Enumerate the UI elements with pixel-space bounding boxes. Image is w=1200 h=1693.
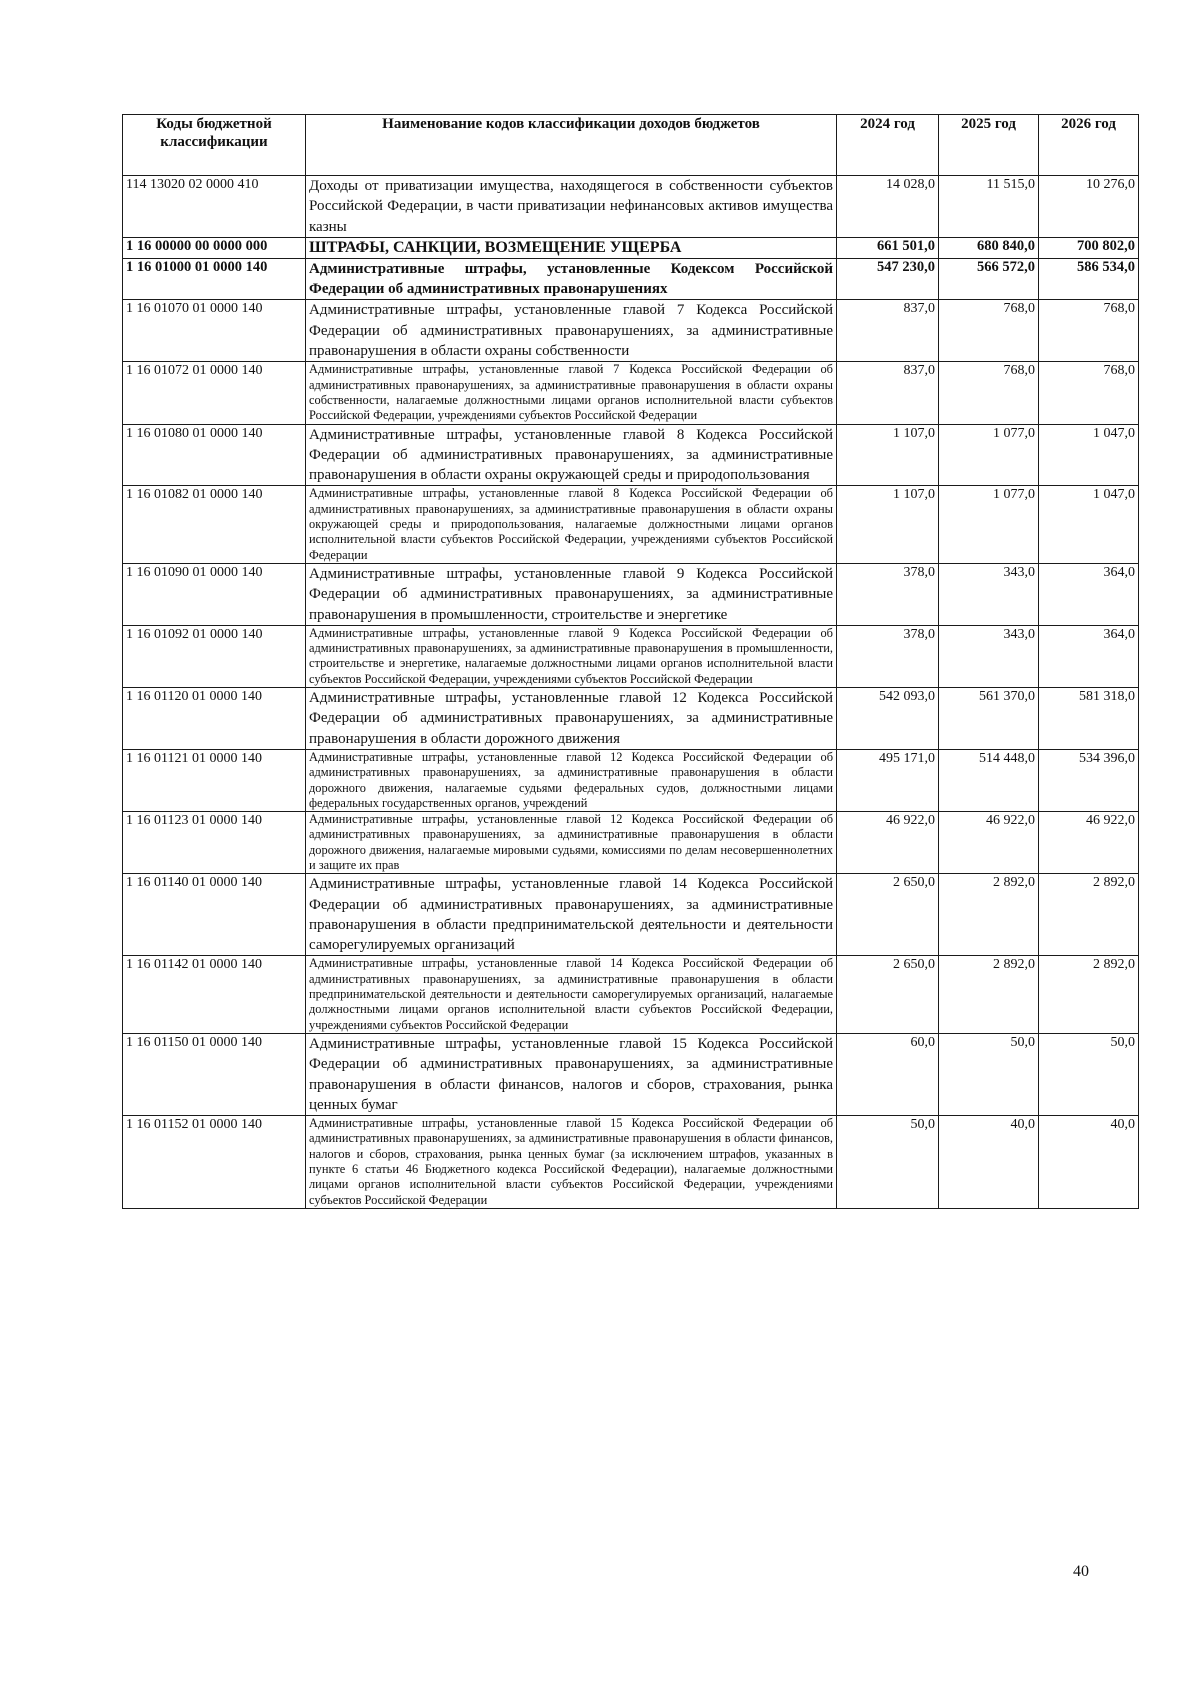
cell-2024: 46 922,0 [837,812,939,874]
cell-name: Административные штрафы, установленные главой 12 Кодекса Российской Федерации об административных правонарушениях, за административные правонарушения в области дорожного движения, налагаемые судьями федеральных судов, должностными лицами федеральных государственных органов, учреждений [306,749,837,811]
header-name: Наименование кодов классификации доходов бюджетов [306,115,837,176]
cell-2026: 1 047,0 [1039,424,1139,486]
cell-name: Административные штрафы, установленные главой 15 Кодекса Российской Федерации об административных правонарушениях, за административные правонарушения в области финансов, налогов и сборов, страхования, рынка ценных бумаг [306,1033,837,1115]
table-row [123,1033,1139,1115]
cell-code: 114 13020 02 0000 410 [123,176,306,238]
cell-2025: 768,0 [939,300,1039,362]
cell-2024: 50,0 [837,1116,939,1209]
cell-2024: 378,0 [837,625,939,687]
cell-2025: 343,0 [939,563,1039,625]
cell-2025: 514 448,0 [939,749,1039,811]
cell-code: 1 16 01152 01 0000 140 [123,1116,306,1209]
cell-2024: 547 230,0 [837,258,939,300]
cell-code: 1 16 01140 01 0000 140 [123,874,306,956]
cell-2026: 50,0 [1039,1033,1139,1115]
table-row [123,1116,1139,1209]
table-row [123,258,1139,300]
cell-name: Административные штрафы, установленные главой 12 Кодекса Российской Федерации об административных правонарушениях, за административные правонарушения в области дорожного движения [306,688,837,750]
cell-name: Административные штрафы, установленные Кодексом Российской Федерации об административных правонарушениях [306,258,837,300]
cell-code: 1 16 01082 01 0000 140 [123,486,306,563]
table-row [123,424,1139,486]
cell-2025: 11 515,0 [939,176,1039,238]
cell-2024: 542 093,0 [837,688,939,750]
cell-2025: 1 077,0 [939,486,1039,563]
cell-2024: 1 107,0 [837,424,939,486]
cell-2026: 1 047,0 [1039,486,1139,563]
table-row [123,300,1139,362]
cell-name: Административные штрафы, установленные главой 8 Кодекса Российской Федерации об административных правонарушениях, за административные правонарушения в области охраны окружающей среды и природопользования [306,424,837,486]
cell-2024: 837,0 [837,300,939,362]
table-header-row [123,115,1139,176]
cell-name: Административные штрафы, установленные главой 15 Кодекса Российской Федерации об административных правонарушениях, за административные правонарушения в области финансов, налогов и сборов, страхования, рынка ценных бумаг (за исключением штрафов, указанных в пункте 6 статьи 46 Бюджетного кодекса Российской Федерации), налагаемые должностными лицами органов исполнительной власти субъектов Российской Федерации, учреждениями субъектов Российской Федерации [306,1116,837,1209]
cell-name: Административные штрафы, установленные главой 14 Кодекса Российской Федерации об административных правонарушениях, за административные правонарушения в области предпринимательской деятельности и деятельности саморегулируемых организаций, налагаемые должностными лицами органов исполнительной власти субъектов Российской Федерации, учреждениями субъектов Российской Федерации [306,956,837,1033]
cell-2025: 768,0 [939,362,1039,424]
cell-2025: 343,0 [939,625,1039,687]
table-row [123,874,1139,956]
cell-name: Административные штрафы, установленные главой 7 Кодекса Российской Федерации об административных правонарушениях, за административные правонарушения в области охраны собственности [306,300,837,362]
cell-2025: 566 572,0 [939,258,1039,300]
cell-code: 1 16 01070 01 0000 140 [123,300,306,362]
cell-2026: 534 396,0 [1039,749,1139,811]
header-year-2026: 2026 год [1039,115,1139,176]
cell-2026: 40,0 [1039,1116,1139,1209]
cell-2024: 837,0 [837,362,939,424]
cell-code: 1 16 01000 01 0000 140 [123,258,306,300]
cell-code: 1 16 01150 01 0000 140 [123,1033,306,1115]
cell-2026: 2 892,0 [1039,874,1139,956]
cell-name: Доходы от приватизации имущества, находящегося в собственности субъектов Российской Федерации, в части приватизации нефинансовых активов имущества казны [306,176,837,238]
header-code: Коды бюджетной классификации [123,115,306,176]
cell-2026: 581 318,0 [1039,688,1139,750]
cell-name: Административные штрафы, установленные главой 8 Кодекса Российской Федерации об административных правонарушениях, за административные правонарушения в области охраны окружающей среды и природопользования, налагаемые должностными лицами органов исполнительной власти субъектов Российской Федерации, учреждениями субъектов Российской Федерации [306,486,837,563]
table-row [123,625,1139,687]
cell-name: Административные штрафы, установленные главой 7 Кодекса Российской Федерации об административных правонарушениях, за административные правонарушения в области охраны собственности, налагаемые должностными лицами органов исполнительной власти субъектов Российской Федерации, учреждениями субъектов Российской Федерации [306,362,837,424]
cell-2026: 2 892,0 [1039,956,1139,1033]
cell-2025: 561 370,0 [939,688,1039,750]
cell-name: Административные штрафы, установленные главой 14 Кодекса Российской Федерации об административных правонарушениях, за административные правонарушения в области предпринимательской деятельности и деятельности саморегулируемых организаций [306,874,837,956]
table-row [123,237,1139,258]
cell-2024: 495 171,0 [837,749,939,811]
table-row [123,956,1139,1033]
cell-code: 1 16 01142 01 0000 140 [123,956,306,1033]
cell-code: 1 16 01080 01 0000 140 [123,424,306,486]
page-number: 40 [1073,1563,1089,1580]
cell-2026: 10 276,0 [1039,176,1139,238]
cell-code: 1 16 01120 01 0000 140 [123,688,306,750]
cell-2024: 378,0 [837,563,939,625]
cell-2026: 46 922,0 [1039,812,1139,874]
cell-2026: 768,0 [1039,362,1139,424]
table-row [123,176,1139,238]
cell-2024: 1 107,0 [837,486,939,563]
table-row [123,362,1139,424]
cell-2025: 2 892,0 [939,874,1039,956]
cell-2024: 661 501,0 [837,237,939,258]
table-row [123,812,1139,874]
cell-2026: 364,0 [1039,625,1139,687]
cell-2024: 2 650,0 [837,874,939,956]
table-row [123,563,1139,625]
cell-2026: 700 802,0 [1039,237,1139,258]
cell-code: 1 16 01121 01 0000 140 [123,749,306,811]
cell-2025: 680 840,0 [939,237,1039,258]
cell-2025: 46 922,0 [939,812,1039,874]
cell-name: Административные штрафы, установленные главой 9 Кодекса Российской Федерации об административных правонарушениях, за административные правонарушения в промышленности, строительстве и энергетике [306,563,837,625]
cell-2025: 1 077,0 [939,424,1039,486]
header-year-2024: 2024 год [837,115,939,176]
cell-name: Административные штрафы, установленные главой 12 Кодекса Российской Федерации об административных правонарушениях, за административные правонарушения в области дорожного движения, налагаемые мировыми судьями, комиссиями по делам несовершеннолетних и защите их прав [306,812,837,874]
cell-code: 1 16 01123 01 0000 140 [123,812,306,874]
table-row [123,486,1139,563]
cell-2024: 2 650,0 [837,956,939,1033]
cell-2024: 14 028,0 [837,176,939,238]
table-row [123,749,1139,811]
cell-code: 1 16 01090 01 0000 140 [123,563,306,625]
budget-revenue-table [122,114,1139,1209]
cell-code: 1 16 00000 00 0000 000 [123,237,306,258]
table-row [123,688,1139,750]
cell-2026: 586 534,0 [1039,258,1139,300]
cell-name: ШТРАФЫ, САНКЦИИ, ВОЗМЕЩЕНИЕ УЩЕРБА [306,237,837,258]
cell-2026: 364,0 [1039,563,1139,625]
cell-code: 1 16 01072 01 0000 140 [123,362,306,424]
cell-2025: 40,0 [939,1116,1039,1209]
cell-2026: 768,0 [1039,300,1139,362]
header-year-2025: 2025 год [939,115,1039,176]
cell-name: Административные штрафы, установленные главой 9 Кодекса Российской Федерации об административных правонарушениях, за административные правонарушения в промышленности, строительстве и энергетике, налагаемые должностными лицами органов исполнительной власти субъектов Российской Федерации, учреждениями субъектов Российской Федерации [306,625,837,687]
cell-2025: 50,0 [939,1033,1039,1115]
cell-code: 1 16 01092 01 0000 140 [123,625,306,687]
cell-2025: 2 892,0 [939,956,1039,1033]
cell-2024: 60,0 [837,1033,939,1115]
